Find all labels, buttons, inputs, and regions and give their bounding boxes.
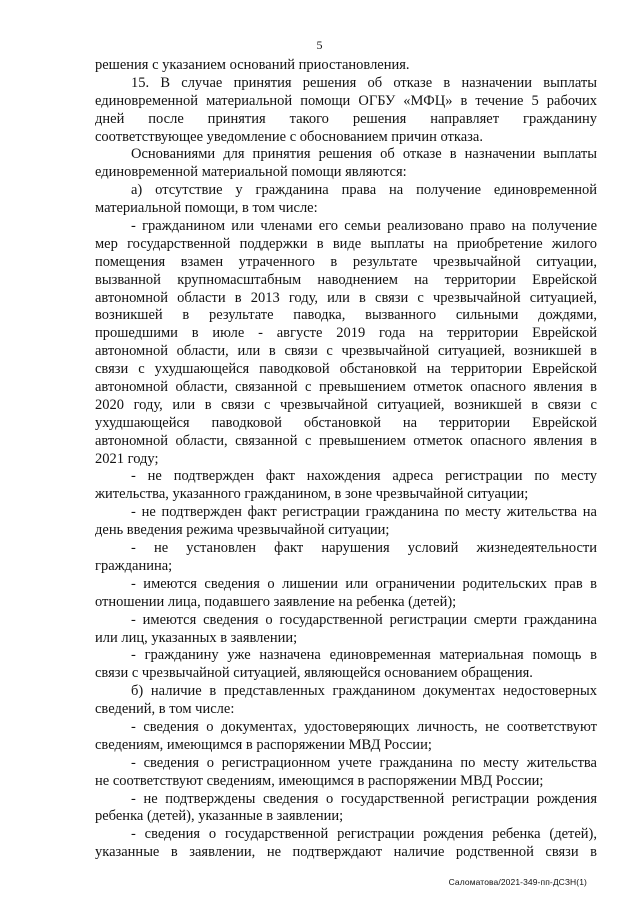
text-line: связи с ухудшающейся паводковой обстановкой на территории Еврейской <box>95 361 597 378</box>
text-line: - имеются сведения о лишении или ограничении родительских прав в <box>131 575 597 592</box>
text-line: автономной области в 2013 году, или в связи с чрезвычайной ситуацией, <box>95 289 597 306</box>
text-line: решения с указанием оснований приостановления. <box>95 57 410 73</box>
text-line: - не установлен факт нарушения условий жизнедеятельности <box>131 540 597 557</box>
text-line: единовременной материальной помощи являются: <box>95 164 407 181</box>
text-line: гражданина; <box>95 557 173 574</box>
text-line: автономной области, связанной с превышением отметок опасного явления в <box>95 379 597 396</box>
text-line: дней после принятия такого решения направляет гражданину <box>95 110 597 127</box>
text-line: - сведения о регистрационном учете гражданина по месту жительства <box>131 754 597 771</box>
page-number: 5 <box>316 38 323 52</box>
text-line: сведениям, имеющимся в распоряжении МВД России; <box>95 736 432 753</box>
text-line: - гражданином или членами его семьи реализовано право на получение <box>131 218 597 235</box>
text-line: соответствующее уведомление с обоснованием причин отказа. <box>95 128 483 145</box>
text-line: - сведения о документах, удостоверяющих личность, не соответствуют <box>131 718 597 735</box>
text-line: или лиц, указанных в заявлении; <box>95 629 298 646</box>
text-line: - не подтвержден факт регистрации гражданина по месту жительства на <box>131 504 597 521</box>
text-line: 2020 году, или в связи с чрезвычайной ситуацией, возникшей в связи с <box>95 396 597 413</box>
text-line: автономной области, или в связи с чрезвычайной ситуацией, возникшей в <box>95 343 597 360</box>
text-line: автономной области, связанной с превышением отметок опасного явления в <box>95 432 597 449</box>
text-line: жительства, указанного гражданином, в зоне чрезвычайной ситуации; <box>95 486 529 503</box>
text-line: прошедшими в июле - августе 2019 года на территории Еврейской <box>95 325 597 342</box>
text-line: вызванной крупномасштабным наводнением на территории Еврейской <box>95 271 597 288</box>
text-line: связи с чрезвычайной ситуацией, являющейся основанием обращения. <box>95 665 533 682</box>
text-line: день введения режима чрезвычайной ситуации; <box>95 522 390 539</box>
text-line: отношении лица, подавшего заявление на ребенка (детей); <box>95 593 457 610</box>
text-line: - не подтверждены сведения о государственной регистрации рождения <box>131 790 597 807</box>
text-line: материальной помощи, в том числе: <box>95 200 318 217</box>
text-line: - сведения о государственной регистрации рождения ребенка (детей), <box>131 826 597 843</box>
text-line: ухудшающейся паводковой обстановкой на территории Еврейской <box>95 414 597 431</box>
text-line: сведений, в том числе: <box>95 701 235 718</box>
text-line: а) отсутствие у гражданина права на получение единовременной <box>131 182 597 199</box>
text-line: помещения взамен утраченного в результате чрезвычайной ситуации, <box>95 253 597 270</box>
text-line: - гражданину уже назначена единовременная материальная помощь в <box>131 647 597 664</box>
document-body <box>95 57 597 862</box>
text-line: возникшей в результате паводка, вызванного сильными дождями, <box>95 307 597 324</box>
text-line: б) наличие в представленных гражданином документах недостоверных <box>131 683 597 700</box>
text-line: 2021 году; <box>95 450 159 467</box>
text-line: ребенка (детей), указанные в заявлении; <box>95 808 344 825</box>
text-line: - не подтвержден факт нахождения адреса регистрации по месту <box>131 468 597 485</box>
text-line: указанные в заявлении, не подтверждают наличие родственной связи в <box>95 844 597 861</box>
text-line: - имеются сведения о государственной регистрации смерти гражданина <box>131 611 597 628</box>
text-line: не соответствуют сведениям, имеющимся в распоряжении МВД России; <box>95 772 544 789</box>
document-footer-reference: Саломатова/2021-349-пп-ДСЗН(1) <box>448 877 587 887</box>
text-line: единовременной материальной помощи ОГБУ «МФЦ» в течение 5 рабочих <box>95 92 597 109</box>
text-line: мер государственной поддержки в виде выплаты на приобретение жилого <box>95 235 597 252</box>
text-line: Основаниями для принятия решения об отказе в назначении выплаты <box>131 146 597 163</box>
text-line: 15. В случае принятия решения об отказе в назначении выплаты <box>131 74 597 91</box>
